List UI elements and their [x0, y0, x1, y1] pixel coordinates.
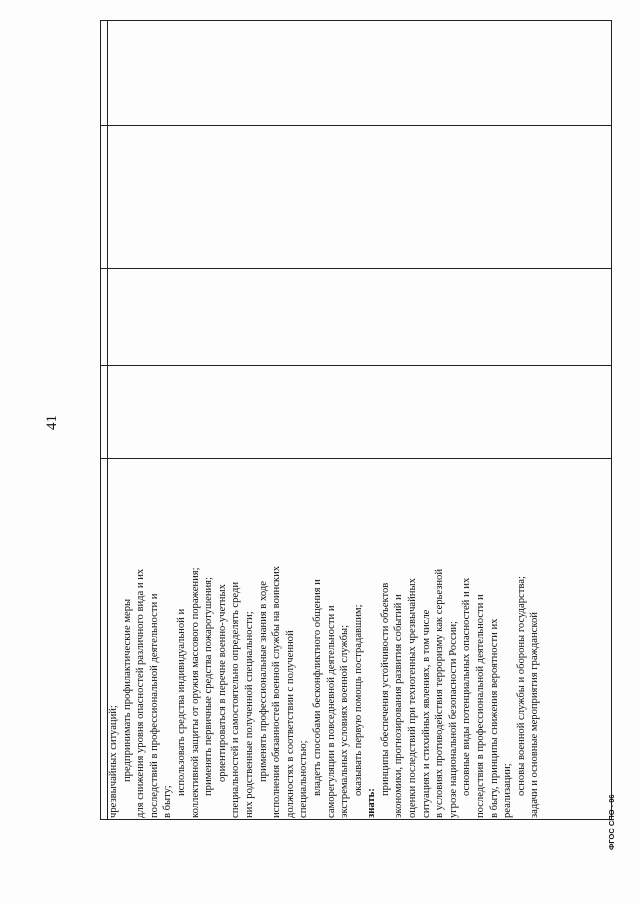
table-cell-competencies — [105, 462, 600, 822]
cell-text-line: в быту; — [162, 785, 174, 818]
cell-text-line: последствия в профессиональной деятельности и — [475, 594, 487, 818]
page-number: 41 — [44, 415, 60, 430]
cell-text-line: основы военной службы и обороны государства; — [515, 576, 527, 796]
cell-text-line: экономики, прогнозирования развития событий и — [393, 594, 405, 818]
cell-text-line: исполнения обязанностей военной службы на воинских — [271, 565, 283, 818]
cell-text-line: применять первичные средства пожаротушения; — [203, 577, 215, 796]
cell-text-line: саморегуляции в повседневной деятельности и — [325, 605, 337, 818]
cell-text-line: ситуациях и стихийных явлениях, в том числе — [420, 609, 432, 818]
cell-text-line: предпринимать профилактические меры — [121, 598, 133, 782]
footer-document-code: ФГОС СПО - 06 — [607, 794, 616, 850]
table-row-divider — [100, 365, 612, 366]
cell-text-line: применять профессиональные знания в ходе — [257, 581, 269, 782]
cell-text-line: в быту, принципы снижения вероятности их — [488, 618, 500, 818]
cell-text-line: ориентироваться в перечне военно-учетных — [216, 584, 228, 782]
table-row-divider — [100, 125, 612, 126]
cell-text-line: экстремальных условиях военной службы; — [339, 624, 351, 818]
table-row-divider — [100, 268, 612, 269]
cell-text-line: оказывать первую помощь пострадавшим; — [352, 604, 364, 796]
table-row-divider — [100, 458, 612, 459]
cell-text-line: реализации; — [502, 763, 514, 818]
cell-text-line: основные виды потенциальных опасностей и их — [461, 577, 473, 796]
cell-text-line: задачи и основные мероприятия гражданской — [529, 612, 541, 818]
cell-text-line: них родственные полученной специальности; — [243, 611, 255, 818]
cell-text-line: оценки последствий при техногенных чрезвычайных — [407, 578, 419, 818]
cell-text-line: должностях в соответствии с полученной — [284, 630, 296, 818]
cell-text-line: владеть способами бесконфликтного общения и — [311, 579, 323, 796]
cell-text-line: специальностей и самостоятельно определять среди — [230, 581, 242, 818]
cell-text-line: использовать средства индивидуальной и — [175, 608, 187, 796]
cell-text-line: последствий в профессиональной деятельности и — [148, 593, 160, 818]
cell-text-line: угрозе национальной безопасности России; — [447, 621, 459, 818]
cell-text-line: знать: — [366, 788, 378, 818]
cell-text-line: специальностью; — [298, 740, 310, 818]
cell-text-line: в условиях противодействия терроризму как серьезной — [434, 568, 446, 818]
cell-text-line: коллективной защиты от оружия массового поражения; — [189, 567, 201, 818]
cell-text-line: принципы обеспечения устойчивости объектов — [379, 582, 391, 796]
cell-text-line: чрезвычайных ситуаций; — [108, 705, 119, 818]
cell-text-line: для снижения уровня опасностей различного вида и их — [135, 568, 147, 818]
